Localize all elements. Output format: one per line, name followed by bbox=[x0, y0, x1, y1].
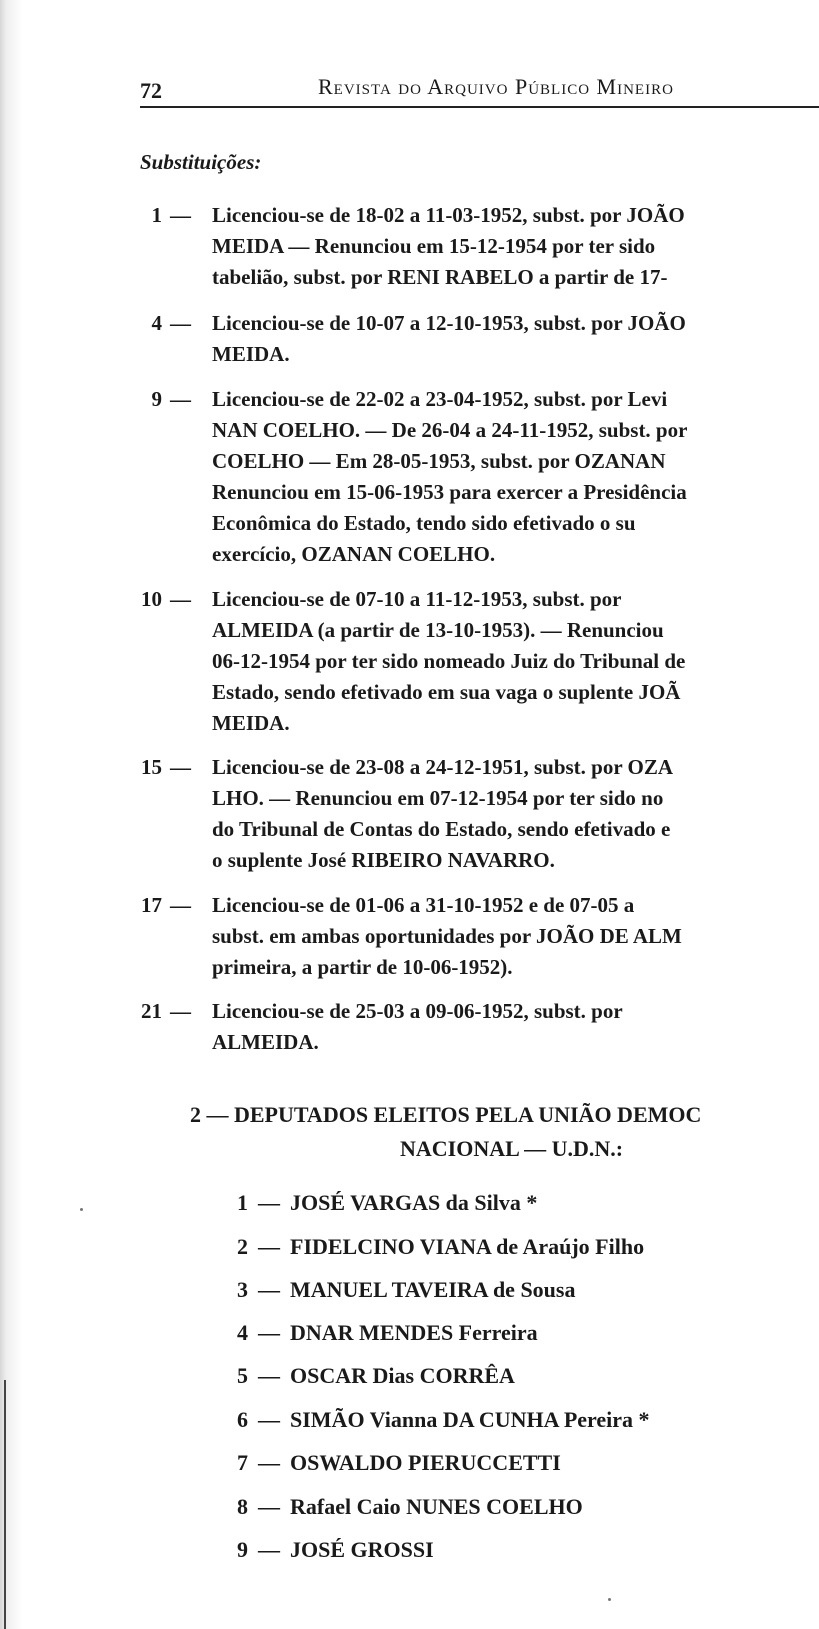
entry-line: Econômica do Estado, tendo sido efetivado o su bbox=[212, 511, 636, 535]
entry-dash: — bbox=[170, 893, 191, 917]
member-number: 3 bbox=[237, 1277, 248, 1302]
running-title: Revista do Arquivo Público Mineiro bbox=[318, 74, 674, 99]
member-name: DNAR MENDES Ferreira bbox=[290, 1320, 538, 1345]
member-dash: — bbox=[258, 1537, 280, 1562]
member-number: 9 bbox=[237, 1537, 248, 1562]
entry-dash: — bbox=[170, 587, 191, 611]
member-dash: — bbox=[258, 1277, 280, 1302]
member-name: Rafael Caio NUNES COELHO bbox=[290, 1494, 583, 1519]
entry-text bbox=[212, 752, 819, 876]
member-number: 7 bbox=[237, 1450, 248, 1475]
member-row bbox=[230, 1537, 434, 1563]
entry-line: Licenciou-se de 10-07 a 12-10-1953, subst. por JOÃO bbox=[212, 311, 686, 335]
entry-dash: — bbox=[170, 999, 191, 1023]
entry-line: COELHO — Em 28-05-1953, subst. por OZANAN bbox=[212, 449, 666, 473]
member-dash: — bbox=[258, 1320, 280, 1345]
party-heading-line-1: DEPUTADOS ELEITOS PELA UNIÃO DEMOC bbox=[234, 1102, 702, 1127]
entry-line: primeira, a partir de 10-06-1952). bbox=[212, 955, 513, 979]
entry-line: Licenciou-se de 18-02 a 11-03-1952, subst. por JOÃO bbox=[212, 203, 685, 227]
entry-line: Renunciou em 15-06-1953 para exercer a Presidência bbox=[212, 480, 687, 504]
entry-line: Licenciou-se de 07-10 a 11-12-1953, subst. por bbox=[212, 587, 622, 611]
page-number: 72 bbox=[140, 78, 162, 103]
entry-number: 15 bbox=[141, 755, 162, 779]
member-dash: — bbox=[258, 1190, 280, 1215]
entry-line: subst. em ambas oportunidades por JOÃO DE ALM bbox=[212, 924, 682, 948]
member-name: SIMÃO Vianna DA CUNHA Pereira * bbox=[290, 1407, 650, 1432]
member-dash: — bbox=[258, 1450, 280, 1475]
entry-line: NAN COELHO. — De 26-04 a 24-11-1952, subst. por bbox=[212, 418, 688, 442]
party-heading-dash: — bbox=[206, 1102, 229, 1127]
entry-dash: — bbox=[170, 755, 191, 779]
member-row bbox=[230, 1363, 515, 1389]
member-number: 6 bbox=[237, 1407, 248, 1432]
entry-number: 4 bbox=[151, 311, 162, 335]
member-dash: — bbox=[258, 1234, 280, 1259]
entry-text bbox=[212, 584, 819, 739]
member-number: 8 bbox=[237, 1494, 248, 1519]
member-name: FIDELCINO VIANA de Araújo Filho bbox=[290, 1234, 645, 1259]
entry-line: ALMEIDA. bbox=[212, 1030, 319, 1054]
entry-number: 9 bbox=[151, 387, 162, 411]
entry-line: MEIDA. bbox=[212, 711, 290, 735]
entry-text bbox=[212, 308, 819, 370]
member-name: JOSÉ GROSSI bbox=[290, 1537, 434, 1562]
entry-line: Licenciou-se de 25-03 a 09-06-1952, subst. por bbox=[212, 999, 623, 1023]
speck bbox=[80, 1208, 83, 1211]
entry-line: exercício, OZANAN COELHO. bbox=[212, 542, 496, 566]
entry-text bbox=[212, 200, 819, 293]
entry-line: LHO. — Renunciou em 07-12-1954 por ter sido no bbox=[212, 786, 664, 810]
entry-line: ALMEIDA (a partir de 13-10-1953). — Renunciou bbox=[212, 618, 664, 642]
page-left-edge bbox=[0, 0, 30, 1629]
entry-line: Licenciou-se de 23-08 a 24-12-1951, subst. por OZA bbox=[212, 755, 674, 779]
member-name: JOSÉ VARGAS da Silva * bbox=[290, 1190, 538, 1215]
entry-number: 21 bbox=[141, 999, 162, 1023]
entry-line: o suplente José RIBEIRO NAVARRO. bbox=[212, 848, 555, 872]
member-row bbox=[230, 1450, 561, 1476]
entry-line: MEIDA. bbox=[212, 342, 290, 366]
member-row bbox=[230, 1407, 650, 1433]
entry-dash: — bbox=[170, 387, 191, 411]
entry-number: 17 bbox=[141, 893, 162, 917]
entry-line: Licenciou-se de 01-06 a 31-10-1952 e de 07-05 a bbox=[212, 893, 635, 917]
member-row bbox=[230, 1320, 538, 1346]
member-dash: — bbox=[258, 1494, 280, 1519]
party-heading-number: 2 bbox=[190, 1102, 201, 1127]
member-row bbox=[230, 1190, 537, 1216]
member-dash: — bbox=[258, 1407, 280, 1432]
entry-line: MEIDA — Renunciou em 15-12-1954 por ter sido bbox=[212, 234, 656, 258]
entry-dash: — bbox=[170, 311, 191, 335]
entry-number: 10 bbox=[141, 587, 162, 611]
member-name: MANUEL TAVEIRA de Sousa bbox=[290, 1277, 576, 1302]
entry-text bbox=[212, 996, 819, 1058]
member-row bbox=[230, 1494, 583, 1520]
member-number: 4 bbox=[237, 1320, 248, 1345]
entry-line: tabelião, subst. por RENI RABELO a partir de 17- bbox=[212, 265, 668, 289]
party-heading-line-2: NACIONAL — U.D.N.: bbox=[400, 1136, 624, 1161]
member-name: OSCAR Dias CORRÊA bbox=[290, 1363, 515, 1388]
member-name: OSWALDO PIERUCCETTI bbox=[290, 1450, 561, 1475]
member-row bbox=[230, 1234, 644, 1260]
speck bbox=[608, 1598, 611, 1601]
header-rule bbox=[140, 106, 819, 108]
member-number: 1 bbox=[237, 1190, 248, 1215]
member-row bbox=[230, 1277, 575, 1303]
section-title: Substituições: bbox=[140, 150, 262, 174]
member-dash: — bbox=[258, 1363, 280, 1388]
entry-number: 1 bbox=[151, 203, 162, 227]
entry-text bbox=[212, 384, 819, 570]
member-number: 2 bbox=[237, 1234, 248, 1259]
entry-line: do Tribunal de Contas do Estado, sendo efetivado e bbox=[212, 817, 671, 841]
entry-text bbox=[212, 890, 819, 983]
entry-line: Estado, sendo efetivado em sua vaga o suplente JOÃ bbox=[212, 680, 681, 704]
entry-line: Licenciou-se de 22-02 a 23-04-1952, subst. por Levi bbox=[212, 387, 668, 411]
entry-dash: — bbox=[170, 203, 191, 227]
entry-line: 06-12-1954 por ter sido nomeado Juiz do Tribunal de bbox=[212, 649, 686, 673]
member-number: 5 bbox=[237, 1363, 248, 1388]
party-heading bbox=[190, 1098, 819, 1166]
